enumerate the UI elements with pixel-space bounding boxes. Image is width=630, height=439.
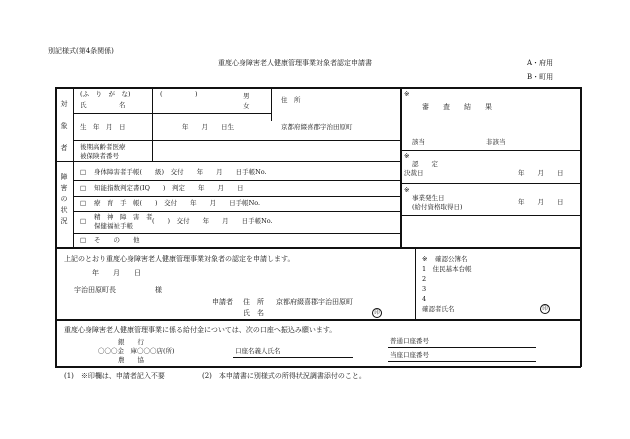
addressee: 宇治田原町長 <box>74 286 116 294</box>
verification-item-1: 1 住民基本台帳 <box>422 265 472 273</box>
form-title: 重度心身障害老人健康管理事業対象者認定申請書 <box>218 59 372 67</box>
decision-date-value: 年 月 日 <box>518 169 564 177</box>
review-result-label: 審 査 結 果 <box>422 103 492 111</box>
applicant-label: 申請者 <box>212 298 233 306</box>
bank-statement: 重度心身障害老人健康管理事業に係る給付金については、次の口座へ振込み願います。 <box>64 326 337 334</box>
female-option: 女 <box>243 102 250 110</box>
current-account-label: 当座口座番号 <box>390 351 429 359</box>
dob-label: 生 年 月 日 <box>80 123 126 131</box>
app-left-border <box>55 247 57 320</box>
application-statement: 上記のとおり重度心身障害老人健康管理事業対象者の認定を申請します。 <box>64 255 295 263</box>
disability-checkbox-2[interactable]: □ <box>80 184 87 192</box>
applicant-name-label: 氏 名 <box>243 309 264 317</box>
applicant-address-label: 住 所 <box>243 298 264 306</box>
ordinary-underline <box>388 347 536 348</box>
name-label: 氏 名 <box>80 101 126 109</box>
disability-checkbox-4[interactable]: □ <box>80 217 87 225</box>
name-row-bottom <box>73 113 271 114</box>
address-divider <box>271 87 272 121</box>
disability-text-4c: ( ) 交付 年 月 日手帳No. <box>152 217 273 225</box>
disability-row-4 <box>73 233 401 234</box>
approval-mark: ※ <box>404 152 410 160</box>
disability-checkbox-5[interactable]: □ <box>80 236 87 244</box>
ineligible-option: 非該当 <box>486 138 506 146</box>
verification-title: 確認公簿名 <box>435 255 468 263</box>
disability-checkbox-1[interactable]: □ <box>80 168 87 176</box>
subject-divider <box>55 161 401 162</box>
verification-item-3: 3 <box>422 285 427 293</box>
verification-item-4: 4 <box>422 295 427 303</box>
disability-row-2 <box>73 196 401 197</box>
bank-type-2: 〇〇〇金 庫〇〇〇店(所) <box>98 347 175 355</box>
disability-text-3: 療 育 手 帳( ) 交付 年 月 日手帳No. <box>94 199 261 207</box>
review-mark: ※ <box>404 90 410 98</box>
event-date-value: 年 月 日 <box>518 198 564 206</box>
furigana-label: (ふ り が な) <box>80 90 131 98</box>
review-divider-2 <box>401 183 581 184</box>
furigana-paren: ( ) <box>160 90 198 98</box>
review-divider-1 <box>401 150 581 151</box>
bank-left-border <box>55 319 57 367</box>
review-divider-3 <box>401 215 581 216</box>
verification-divider <box>415 247 416 320</box>
subject-label-2: 象 <box>60 122 68 130</box>
table-top-border <box>55 87 581 89</box>
note-1: (1) ※印欄は、申請者記入不要 <box>64 372 165 380</box>
applicant-seal-mark: 印 <box>372 308 382 318</box>
addressee-honorific: 様 <box>155 286 162 294</box>
application-date: 年 月 日 <box>92 269 141 277</box>
disability-text-2: 知能指数判定書(IQ ) 判定 年 月 日 <box>94 184 244 192</box>
table-mid-border <box>55 247 581 249</box>
insurance-label-1: 後期高齢者医療 <box>80 143 126 151</box>
disability-row-3 <box>73 211 401 212</box>
option-b: B・町用 <box>527 73 554 81</box>
eligible-option: 該当 <box>412 138 425 146</box>
address-value: 京都府綴喜郡宇治田原町 <box>281 123 353 131</box>
subject-label-3: 者 <box>60 144 68 152</box>
event-mark: ※ <box>404 186 410 194</box>
event-label-2: (給付資格取得日) <box>412 203 463 211</box>
disability-row-1 <box>73 180 401 181</box>
confirmer-label: 確認者氏名 <box>422 305 455 313</box>
app-right-border <box>580 247 582 320</box>
bank-type-1: 銀 行 <box>118 338 144 346</box>
dob-value: 年 月 日生 <box>182 123 234 131</box>
option-a: A・府用 <box>527 59 554 67</box>
disability-text-5: そ の 他 <box>94 236 140 244</box>
bank-bottom-border <box>55 366 581 368</box>
table-left-border <box>55 87 57 248</box>
account-holder-label: 口座名義人氏名 <box>235 347 281 355</box>
male-option: 男 <box>243 92 250 100</box>
dob-row-bottom <box>73 140 401 141</box>
confirmer-seal-mark: 印 <box>540 304 550 314</box>
disability-label: 障害の状況 <box>60 173 68 225</box>
approval-label: 認 定 <box>412 160 438 168</box>
bank-type-3: 農 協 <box>118 356 144 364</box>
verification-mark: ※ <box>422 255 428 263</box>
current-underline <box>388 361 536 362</box>
verification-item-2: 2 <box>422 275 427 283</box>
table-right-border <box>580 87 582 248</box>
review-divider <box>400 87 402 248</box>
bank-right-border <box>580 319 582 367</box>
app-bottom-border <box>55 319 581 321</box>
note-2: (2) 本申請書に別様式の所得状況調書添付のこと。 <box>202 372 366 380</box>
event-label-1: 事業発生日 <box>412 194 445 202</box>
address-label: 住 所 <box>281 96 301 104</box>
holder-underline <box>233 357 353 358</box>
ordinary-account-label: 普通口座番号 <box>390 337 429 345</box>
subject-field-divider <box>152 87 153 161</box>
applicant-address-value: 京都府綴喜郡宇治田原町 <box>276 298 353 306</box>
insurance-label-2: 被保険者番号 <box>80 152 119 160</box>
disability-checkbox-3[interactable]: □ <box>80 199 87 207</box>
subject-label-1: 対 <box>60 100 68 108</box>
label-col-divider <box>73 87 74 248</box>
disability-text-4a: 精 神 障 害 者 <box>94 213 153 221</box>
disability-text-4b: 保健福祉手帳 <box>94 222 133 230</box>
form-reference: 別記様式(第4条関係) <box>48 47 114 55</box>
decision-date-label: 決裁日 <box>404 169 424 177</box>
disability-text-1: 身体障害者手帳( 級) 交付 年 月 日手帳No. <box>94 168 267 176</box>
